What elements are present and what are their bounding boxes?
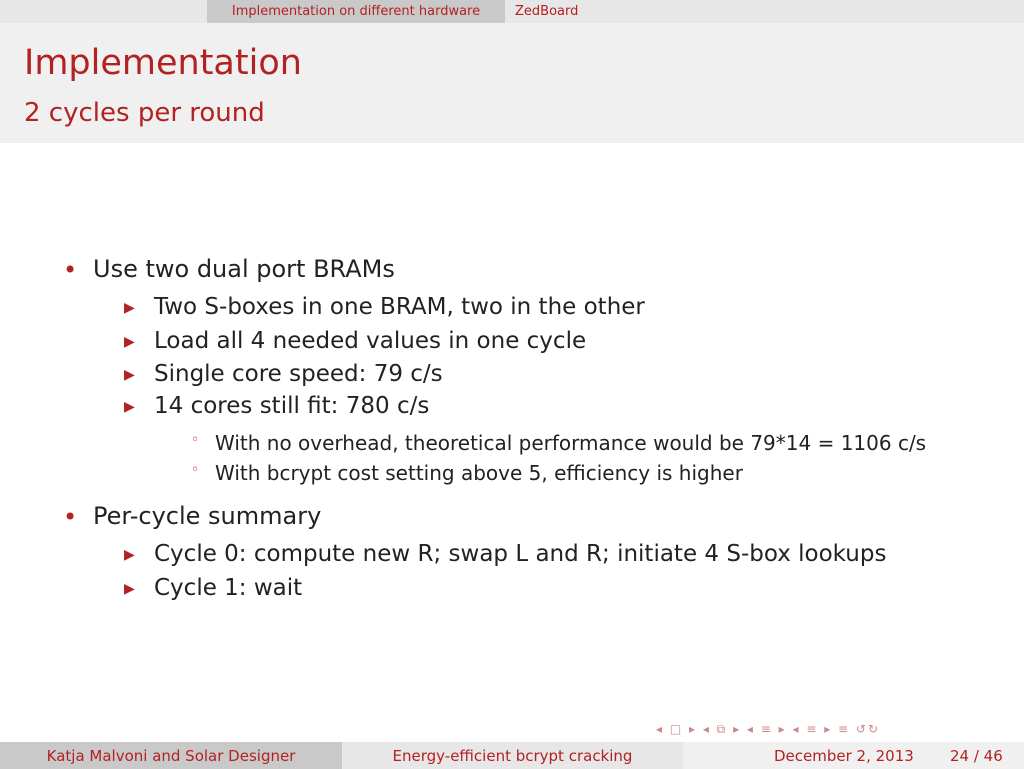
bullet-triangle-icon: ▶ (124, 334, 135, 350)
list-item: Cycle 0: compute new R; swap L and R; initiate 4 S-box lookups (154, 541, 887, 567)
bullet-triangle-icon: ▶ (124, 581, 135, 597)
bullet-triangle-icon: ▶ (124, 367, 135, 383)
footer-page-number: 24 / 46 (950, 747, 1003, 765)
list-item: Use two dual port BRAMs (93, 255, 395, 283)
bullet-dot-icon: • (63, 256, 78, 284)
list-item: Single core speed: 79 c/s (154, 361, 443, 387)
footer (0, 742, 1024, 769)
nav-frame-icon[interactable]: ◂ □ ▸ (656, 722, 698, 736)
list-item: With no overhead, theoretical performance would be 79*14 = 1106 c/s (215, 431, 927, 455)
list-item: Load all 4 needed values in one cycle (154, 328, 587, 354)
list-item: 14 cores still fit: 780 c/s (154, 393, 430, 419)
bullet-circle-icon: ◦ (191, 462, 200, 478)
bullet-circle-icon: ◦ (191, 432, 200, 448)
nav-section-link[interactable]: Implementation on different hardware (207, 0, 505, 23)
bullet-dot-icon: • (63, 503, 78, 531)
slide-subtitle: 2 cycles per round (24, 98, 265, 128)
nav-subsection-icon[interactable]: ◂ ⧉ ▸ (702, 722, 742, 736)
nav-document-icon[interactable]: ≡ (838, 722, 856, 736)
footer-talk-title: Energy-efficient bcrypt cracking (342, 742, 683, 769)
list-item: Two S-boxes in one BRAM, two in the other (154, 294, 645, 320)
bullet-triangle-icon: ▶ (124, 300, 135, 316)
beamer-navigation (656, 722, 880, 738)
nav-search-icon[interactable]: ↺↻ (855, 722, 881, 736)
footer-date: December 2, 2013 (774, 747, 914, 765)
list-item: With bcrypt cost setting above 5, efficiency is higher (215, 461, 743, 485)
nav-section-icon[interactable]: ◂ ≡ ▸ (746, 722, 787, 736)
list-item: Cycle 1: wait (154, 575, 303, 601)
bullet-triangle-icon: ▶ (124, 547, 135, 563)
nav-section-icon[interactable]: ◂ ≡ ▸ (792, 722, 833, 736)
bullet-triangle-icon: ▶ (124, 399, 135, 415)
footer-authors: Katja Malvoni and Solar Designer (0, 742, 342, 769)
slide-title: Implementation (24, 43, 302, 83)
footer-right (683, 742, 1024, 769)
list-item: Per-cycle summary (93, 502, 322, 530)
nav-subsection-link[interactable]: ZedBoard (515, 4, 579, 19)
